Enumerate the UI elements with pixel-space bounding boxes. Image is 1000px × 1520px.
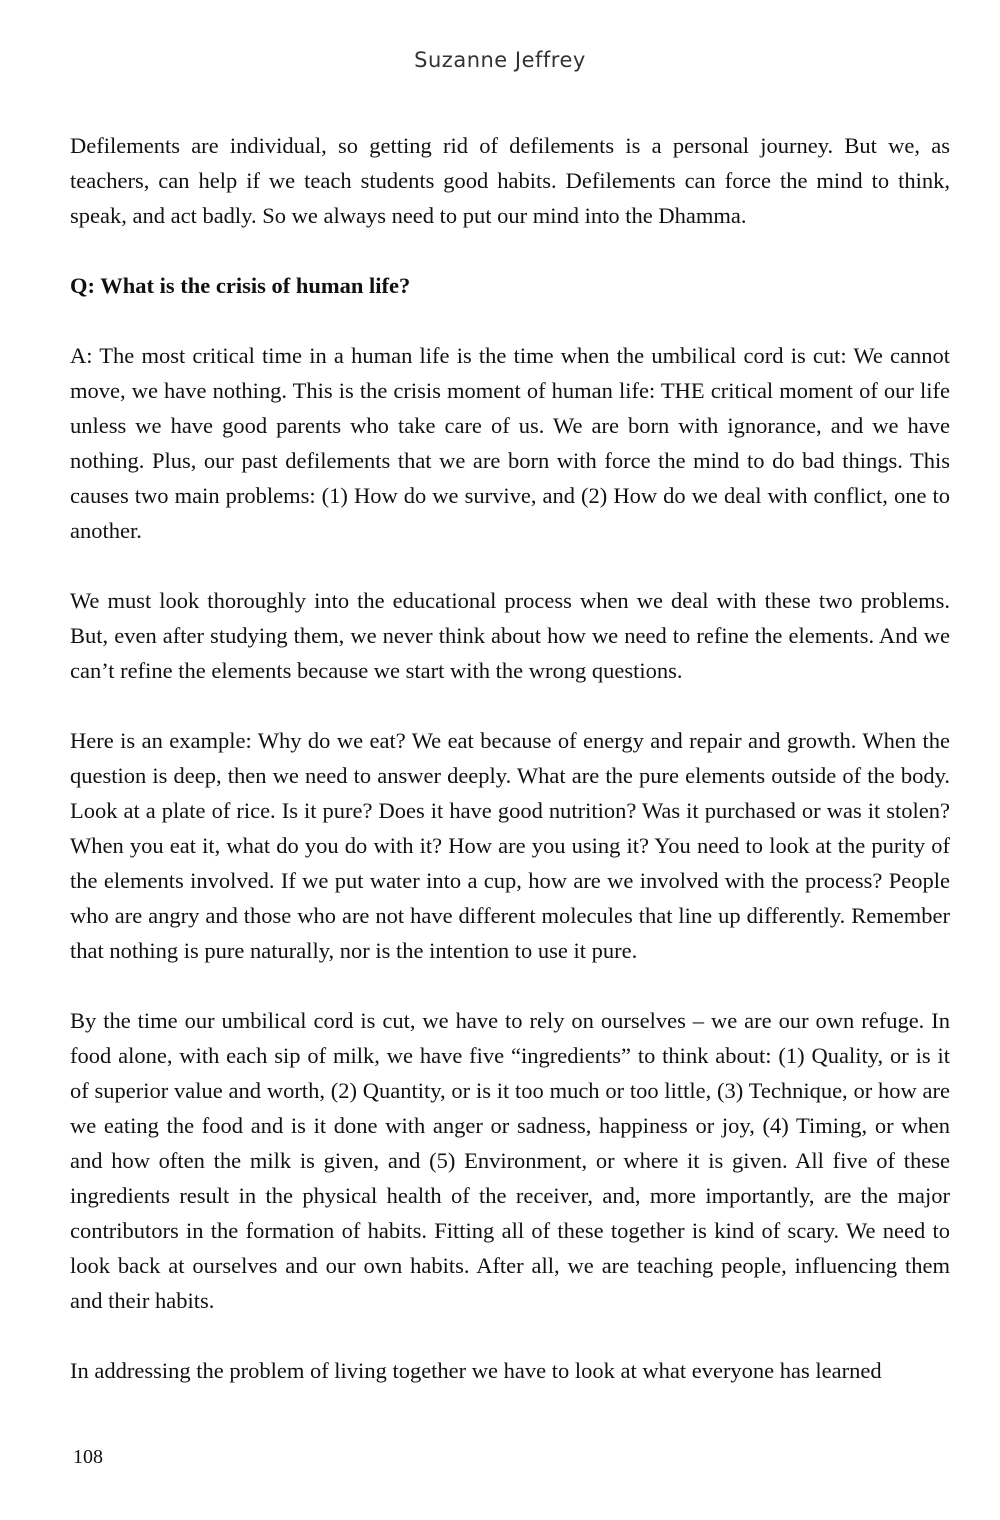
paragraph-gap — [70, 968, 950, 1003]
paragraph-living-together: In addressing the problem of living together we have to look at what everyone has learned — [70, 1358, 882, 1383]
paragraph-gap — [70, 233, 950, 268]
paragraph-educational-process: We must look thoroughly into the educational process when we deal with these two problems. But, even after studying them, we never think about how we need to refine the elements. And we can’t refine the elements because we start with the wrong questions. — [70, 588, 950, 683]
question-heading: Q: What is the crisis of human life? — [70, 273, 411, 298]
paragraph-gap — [70, 303, 950, 338]
page-number: 108 — [73, 1446, 103, 1468]
paragraph-gap — [70, 1318, 950, 1353]
page-body — [70, 128, 950, 1388]
paragraph-gap — [70, 548, 950, 583]
paragraph-example: Here is an example: Why do we eat? We eat because of energy and repair and growth. When the question is deep, then we need to answer deeply. What are the pure elements outside of the body. Look at a plate of rice. Is it pure? Does it have good nutrition? Was it purchased or was it stolen? When you eat it, what do you do with it? How are you using it? You need to look at the purity of the elements involved. If we put water into a cup, how are we involved with the process? People who are angry and those who are not have different molecules that line up differently. Remember that nothing is pure naturally, nor is the intention to use it pure. — [70, 728, 950, 963]
paragraph-defilements: Defilements are individual, so getting rid of defilements is a personal journey. But we, as teachers, can help if we teach students good habits. Defilements can force the mind to think, speak, and act badly. So we always need to put our mind into the Dhamma. — [70, 133, 950, 228]
running-head: Suzanne Jeffrey — [414, 48, 586, 72]
paragraph-umbilical-cord: By the time our umbilical cord is cut, we have to rely on ourselves – we are our own refuge. In food alone, with each sip of milk, we have five “ingredients” to think about: (1) Quality, or is it of superior value and worth, (2) Quantity, or is it too much or too little, (3) Technique, or how are we eating the food and is it done with anger or sadness, happiness or joy, (4) Timing, or when and how often the milk is given, and (5) Environment, or where it is given. All five of these ingredients result in the physical health of the receiver, and, more importantly, are the major contributors in the formation of habits. Fitting all of these together is kind of scary. We need to look back at ourselves and our own habits. After all, we are teaching people, influencing them and their habits. — [70, 1008, 950, 1313]
paragraph-answer: A: The most critical time in a human life is the time when the umbilical cord is cut: We cannot move, we have nothing. This is the crisis moment of human life: THE critical moment of our life unless we have good parents who take care of us. We are born with ignorance, and we have nothing. Plus, our past defilements that we are born with force the mind to do bad things. This causes two main problems: (1) How do we survive, and (2) How do we deal with conflict, one to another. — [70, 343, 950, 543]
paragraph-gap — [70, 688, 950, 723]
